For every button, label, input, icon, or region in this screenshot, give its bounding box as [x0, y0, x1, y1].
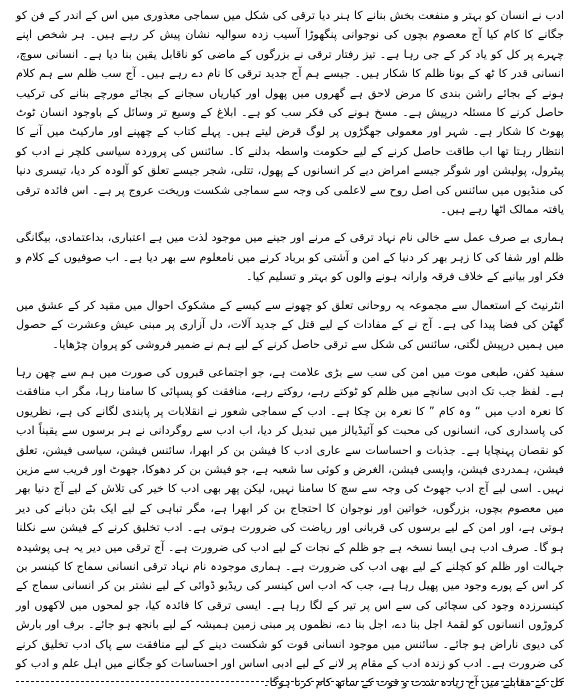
paragraph-3: انٹرنیٹ کے استعمال سے مجموعہ یہ روحانی تعلق کو چھونے سے کیسے کے مشکوک احوال میں مقید کر کے عشق میں گھٹن کی فضا پیدا کی ہے۔ آج نے کے مفادات کے لیے قتل کے جدید آلات، دل آزاری پر مبنی عیش وعشرت کے حصول میں ہمیں درپیش لگتی، سائنس کی شکل سے ترقی حاصل کرنے کے لیے ہم نے ضمیر فروشی کو پروان چڑھایا۔: [16, 298, 564, 351]
paragraph-4: سفید کفن، طبعی موت میں امن کی سب سے بڑی علامت ہے، جو اجتماعی قبروں کی صورت میں ہم سے چھن رہا ہے۔ لفظ جب تک ادبی سانچے میں ظلم کو ٹوکتے رہے، روکتے رہے، منافقت کو پسپائی کا سامنا رہا، مگر اب منافقت کا نعرہ ادب میں “ وہ کام ” کا نعرہ بن چکا ہے۔ ادب کے سماجی شعور نے انقلابات پر پابندی لگانے کی ہے، نظریوں کی پاسداری کی، انسانوں کی محبت کو آئیڈیالز میں تبدیل کر دیا، اب ادب سے روگردانی نے ہر برسوں سے یقیناً ادب کو نقصان پہنچایا ہے۔ جذبات و احساسات سے عاری ادب کا فیشن بن کر ابھرا، سائنس فیشن، سیاسی فیشن، تعلق فیشن، ہمدردی فیشن، واپسی فیشن، الغرض و کوئی سا شعبہ ہے، جو فیشن بن کر دھوکا، جھوٹ اور فریب سے مزین نہیں۔ اسی لیے آج ادب جھوٹ کی وجہ سے سچ کا سامنا نہیں، لیکن پھر بھی ادب کا خیر کی تلاش کے لیے آج دنیا بھر میں معصوم بچوں، بزرگوں، خواتین اور نوجوان کا احتجاج بن کر ابھرا ہے، مگر تباہی کے لیے ایک بٹن دبانے کی دیر ہوتی ہے، اور امن کے لیے برسوں کی قربانی اور ریاضت کی ضرورت ہوتی ہے۔ ادب تخلیق کرنے کے فیشن سے نکلنا ہو گا۔ صرف ادب ہی ایسا نسخہ ہے جو ظلم کے نجات کے لیے ادب کی ضرورت ہے۔ آج ترقی میں دیر یہ ہی پوشیدہ جہالت اور ظلم کو کچلنے کے لیے بھی ادب کی ضرورت ہے۔ ہماری موجودہ نام نہاد ترقی انسانی سماج کا کینسر بن کر اس کے پورے وجود میں پھیل رہا ہے، جب کہ ادب اس کینسر کی ریڈیو ڈوائی کے لیے نشتر بن کر انسانی سماج کے کینسرزدہ وجود کی سچائی کی سے اس پر تیر کے لگا رہا ہے۔ ایسی ترقی کا فائدہ کیا، جو لمحوں میں لاکھوں اور کروڑوں انسانوں کو لقمۂ اجل بنا دے، اجل بنا دے، نظموں پر مبنی زمین ہمیشہ کے لیے بانجھ ہو جائے۔ برف اور بارش کی دیوی ناراض ہو جائے۔ سائنس میں موجود انسانی قوت کو شکست دینے کے لیے منافقت سے پاک ادب تخلیق کرنے کی ضرورت ہے۔ ادب کو زندہ ادب کے مقام پر لانے کے لیے ادبی اساس اور احساسات کو جگانے میں اہل علم و ادب کو کل کے مقابلے میں آج زیادہ شدت و قوت کے ساتھ کام کرنا ہوگا۔: [16, 365, 564, 690]
footer-divider: [16, 681, 564, 682]
paragraph-2: ہماری بے صرف عمل سے خالی نام نہاد ترقی کے مرنے اور جینے میں موجود لذت میں ہے اعتباری، بداعتمادی، بیگانگی ظلم اور شفا کی کا زہر بھر کر دنیا کے امن و آشتی کو برباد کرنے میں نامعلوم سے بھر دیا ہے۔ اب صوفیوں کے کلام و فکر اور بیانیے کے خلاف فرقہ وارانہ ہونے والوں کو بہتر و تسلیم کیا۔: [16, 231, 564, 284]
paragraph-1: ادب نے انسان کو بہتر و منفعت بخش بنانے کا ہنر دیا ترقی کی شکل میں سماجی معذوری میں اس کے اندر کے فن کو جگانے کا کام کیا آج معصوم بچوں کی نوجوانی پنگھوڑا آسیب زدہ سوالیہ نشان پیش کر رہے ہیں۔ ہر شخص اپنے چہرے پر کل کو یاد کر کے جی رہا ہے۔ تیز رفتار ترقی نے بزرگوں کے ماضی کو ناقابل یقین بنا دیا ہے۔ انسانی سوچ، انسانی قدر کا ٹھ کے بونا ظلم کا شکار ہیں۔ جیسے ہم آج جدید ترقی کا نام دے رہے ہیں۔ آج سب ظلم سے ہم کلام ہونے کے بجائے راشن بندی کا مرض لاحق ہے گھروں میں پھول اور کیاریاں سجانے کے بجائے مورچے بنانے کی ترکیب حاصل کرنے کا مسئلہ درپیش ہے۔ مسخ ہونے کی فکر سب کو ہے۔ ابلاغ کے وسیع تر وسائل کے باوجود انسان ٹوٹ پھوٹ کا شکار ہے۔ شہر اور معمولی جھگڑوں پر لوگ قرض لیتے ہیں۔ پہلے کتاب کے چھپنے اور مارکیٹ میں آنے کا انتظار رہتا تھا اب طاقت حاصل کرنے کے لیے حکومت واسطہ بدلنے کا۔ سائنس کی پروردہ سیاسی کلچر نے ادب کو پیٹرول، پولیشن اور شوگر جیسے امراض دیے کر انسانوں کے پھول، تتلی، شجر جیسے تعلق کو آلودہ کر دیا، تیسری دنیا کی منڈیوں میں سائنس کی اصل روح سے لاعلمی کی وجہ سے سماجی شکست وریخت عروج پر ہے۔ اس فائدہ ترقی یافتہ ممالک اٹھا رہے ہیں۔: [16, 9, 564, 217]
